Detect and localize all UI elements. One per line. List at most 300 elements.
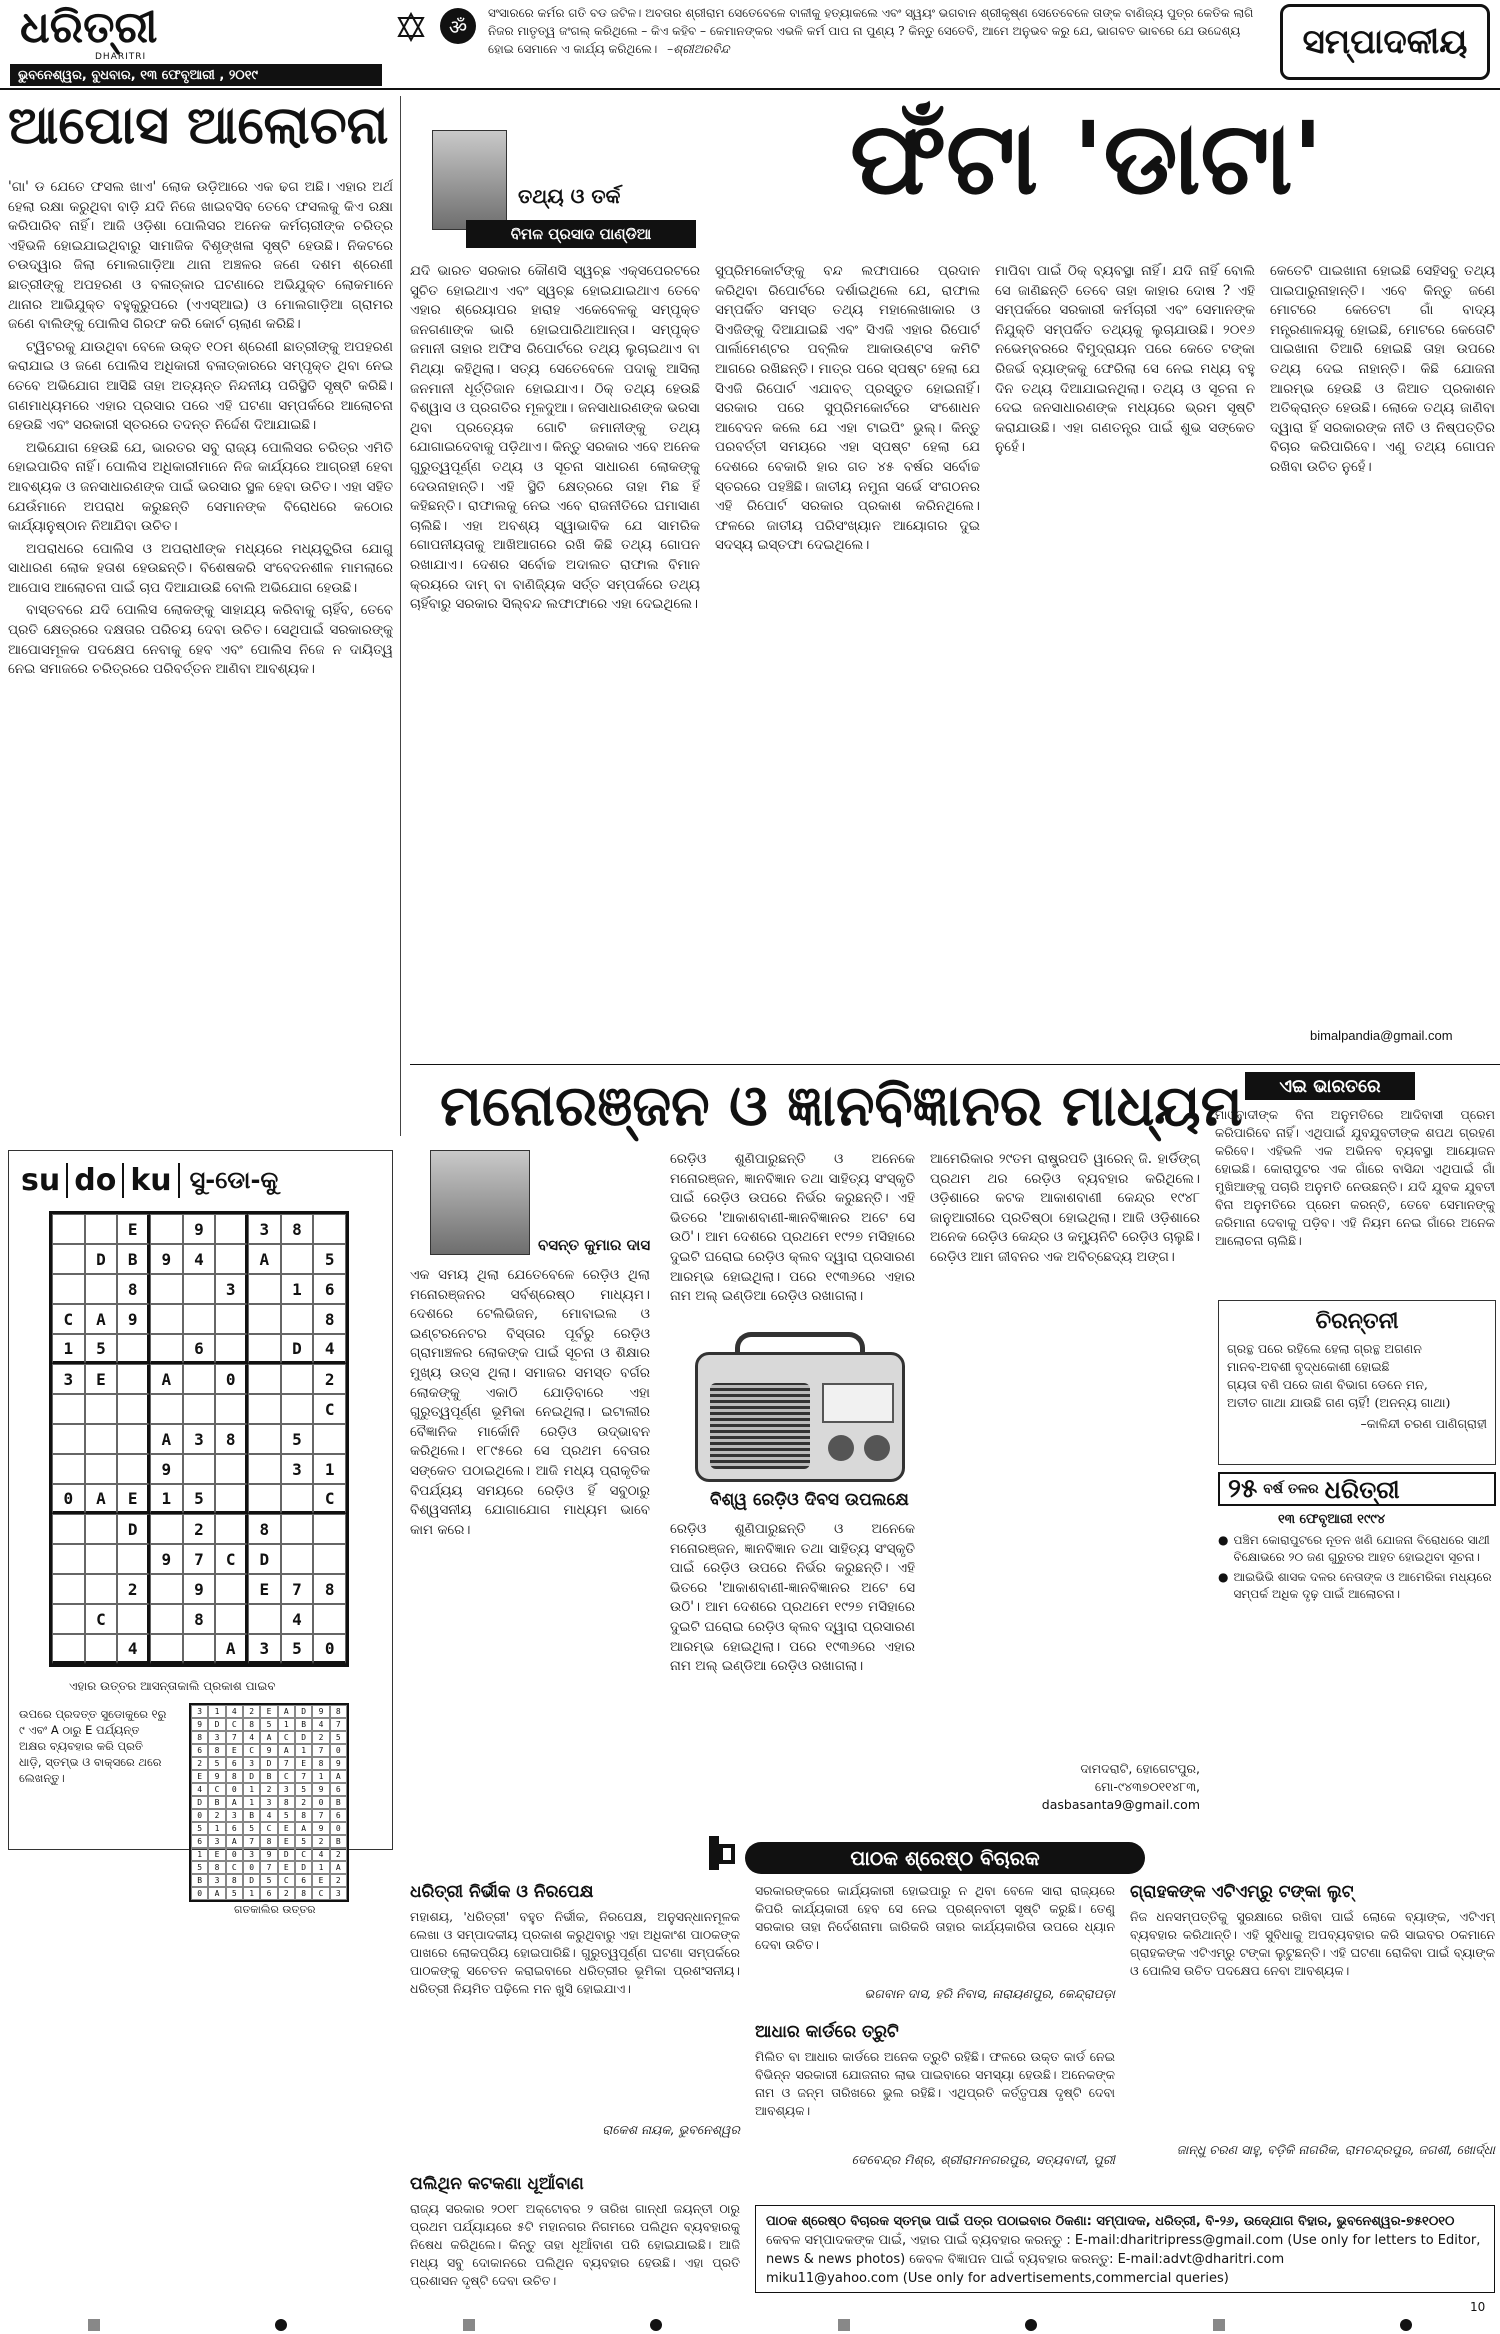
solution-cell: D — [295, 1731, 312, 1744]
sudoku-cell[interactable] — [117, 1424, 150, 1454]
sudoku-cell[interactable]: 5 — [183, 1484, 216, 1514]
editorial-body — [8, 178, 393, 1138]
sudoku-cell[interactable] — [248, 1364, 281, 1394]
solution-cell: 7 — [260, 1861, 277, 1874]
sudoku-cell[interactable]: 8 — [117, 1274, 150, 1304]
letter-item — [410, 1882, 740, 2172]
sudoku-cell[interactable] — [183, 1274, 216, 1304]
footer-line[interactable]: news & news photos) କେବଳ ବିଜ୍ଞାପନ ପାଇଁ ବ୍ୟବହାର କରନ୍ତୁ: E-mail:advt@dharitri.com — [766, 2252, 1285, 2267]
sudoku-cell[interactable] — [150, 1574, 183, 1604]
solution-cell: A — [278, 1744, 295, 1757]
solution-cell: 7 — [330, 1718, 347, 1731]
solution-cell: A — [260, 1731, 277, 1744]
sudoku-cell[interactable]: C — [215, 1544, 248, 1574]
feature-col-2: ରେଡ଼ିଓ ଶୁଣିପାରୁଛନ୍ତି ଓ ଅନେକେ ମନୋରଞ୍ଜନ, ଜ୍ଞାନବିଜ୍ଞାନ ତଥା ସାହିତ୍ୟ ସଂସ୍କୃତି ପାଇଁ ରେଡ଼ିଓ ଉପରେ ନିର୍ଭର କରୁଛନ୍ତି। ଏହି ଭିତରେ 'ଆକାଶବାଣୀ-ଜ୍ଞାନବିଜ୍ଞାନର ଅଟେ ସେ ଉଠି'। ଆମ ଦେଶରେ ପ୍ରଥମେ ୧୯୨୭ ମସିହାରେ ଦୁଇଟି ଘରୋଇ ରେଡ଼ିଓ କ୍ଲବ ଦ୍ୱାରା ପ୍ରସାରଣ ଆରମ୍ଭ ହୋଇଥିଲା। ପରେ ୧୯୩୬ରେ ଏହାର ନାମ ଅଲ୍ ଇଣ୍ଡିଆ ରେଡ଼ିଓ ରଖାଗଲା। — [670, 1151, 915, 1305]
letters-banner-title: ପାଠକ ଶ୍ରେଷ୍ଠ ବିଚାରକ — [850, 1846, 1040, 1870]
opinion-col-3: ମାପିବା ପାଇଁ ଠିକ୍ ବ୍ୟବସ୍ଥା ନାହିଁ। ଯଦି ନାହିଁ ବୋଲି ସେ ଜାଣିଛନ୍ତି ତେବେ ତାହା କାହାର ଦୋଷ ? ଏହି ସମ୍ପର୍କରେ ସରକାରୀ କର୍ମଚାରୀ ଏବଂ ସେମାନଙ୍କ ନିଯୁକ୍ତି ସମ୍ପର୍କିତ ତଥ୍ୟକୁ ଲୁଚାଯାଉଛି। ୨୦୧୬ ନଭେମ୍ବରରେ ବିମୁଦ୍ରାୟନ ପରେ କେତେ ଟଙ୍କା ରିଜର୍ଭ ବ୍ୟାଙ୍କକୁ ଫେରିଲା ସେ ନେଇ ମଧ୍ୟ ବହୁ ଦିନ ତଥ୍ୟ ଦିଆଯାଇନଥିଲା। ତଥ୍ୟ ଓ ସୂଚନା ନ ଦେଇ ଜନସାଧାରଣଙ୍କ ମଧ୍ୟରେ ଭ୍ରମ ସୃଷ୍ଟି କରାଯାଉଛି। ଏହା ଗଣତନ୍ତ୍ର ପାଇଁ ଶୁଭ ସଙ୍କେତ ନୁହେଁ। — [995, 263, 1255, 456]
letter-body: ମହାଶୟ, 'ଧରିତ୍ରୀ' ବହୁତ ନିର୍ଭୀକ, ନିରପେକ୍ଷ, ଅନୁସନ୍ଧାନମୂଳକ ଲେଖା ଓ ସମ୍ପାଦକୀୟ ପ୍ରକାଶ କରୁଥିବାରୁ ଏହା ଅଧିକାଂଶ ପାଠକଙ୍କ ପାଖରେ ଲୋକପ୍ରିୟ ହୋଇପାରିଛି। ଗୁରୁତ୍ୱପୂର୍ଣ୍ଣ ଘଟଣା ସମ୍ପର୍କରେ ପାଠକଙ୍କୁ ସଚେତନ କରାଇବାରେ ଧରିତ୍ରୀର ଭୂମିକା ପ୍ରଶଂସନୀୟ। ଧରିତ୍ରୀ ନିୟମିତ ପଢ଼ିଲେ ମନ ଖୁସି ହୋଇଯାଏ। — [410, 1909, 740, 1996]
sudoku-cell[interactable]: 9 — [150, 1454, 183, 1484]
solution-cell: 6 — [226, 1757, 243, 1770]
sudoku-cell[interactable] — [281, 1544, 314, 1574]
sudoku-cell[interactable] — [52, 1544, 85, 1574]
letter-item — [1130, 1882, 1495, 2182]
sudoku-cell[interactable] — [215, 1514, 248, 1544]
sudoku-cell[interactable] — [313, 1544, 346, 1574]
sudoku-cell[interactable] — [52, 1214, 85, 1244]
sudoku-cell[interactable] — [215, 1394, 248, 1424]
sudoku-cell[interactable]: 8 — [183, 1604, 216, 1634]
letter-item — [410, 2174, 740, 2324]
sudoku-cell[interactable] — [150, 1274, 183, 1304]
sudoku-cell[interactable]: 1 — [150, 1484, 183, 1514]
solution-cell: C — [278, 1874, 295, 1887]
sudoku-cell[interactable] — [248, 1394, 281, 1424]
sudoku-cell[interactable] — [215, 1214, 248, 1244]
sudoku-cell[interactable]: 3 — [215, 1274, 248, 1304]
chirantani — [1218, 1300, 1496, 1465]
sudoku-cell[interactable] — [215, 1484, 248, 1514]
radio-body — [695, 1352, 905, 1482]
sudoku-cell[interactable] — [313, 1604, 346, 1634]
sudoku-cell[interactable] — [183, 1304, 216, 1334]
sudoku-cell[interactable] — [281, 1304, 314, 1334]
sudoku-cell[interactable] — [248, 1334, 281, 1364]
opinion-email[interactable]: bimalpandia@gmail.com — [1310, 1028, 1453, 1043]
feature-col-1: ଏକ ସମୟ ଥିଲା ଯେତେବେଳେ ରେଡ଼ିଓ ଥିଲା ମନୋରଞ୍ଜନର ସର୍ବଶ୍ରେଷ୍ଠ ମାଧ୍ୟମ। ଦେଶରେ ଟେଲିଭିଜନ, ମୋବାଇଲ ଓ ଇଣ୍ଟରନେଟର ବିସ୍ତାର ପୂର୍ବରୁ ରେଡ଼ିଓ ଗ୍ରାମାଞ୍ଚଳର ଲୋକଙ୍କ ପାଇଁ ସୂଚନା ଓ ଶିକ୍ଷାର ମୁଖ୍ୟ ଉତ୍ସ ଥିଲା। ସମାଜର ସମସ୍ତ ବର୍ଗର ଲୋକଙ୍କୁ ଏକାଠି ଯୋଡ଼ିବାରେ ଏହା ଗୁରୁତ୍ୱପୂର୍ଣ୍ଣ ଭୂମିକା ନେଇଥିଲା। ଇଟାଲୀର ବୈଜ୍ଞାନିକ ମାର୍କୋନି ରେଡ଼ିଓ ଉଦ୍ଭାବନ କରିଥିଲେ। ୧୮୯୫ରେ ସେ ପ୍ରଥମ ବେତାର ସଙ୍କେତ ପଠାଇଥିଲେ। ଆଜି ମଧ୍ୟ ପ୍ରାକୃତିକ ବିପର୍ଯ୍ୟୟ ସମୟରେ ରେଡ଼ିଓ ହିଁ ସବୁଠାରୁ ବିଶ୍ୱସନୀୟ ଯୋଗାଯୋଗ ମାଧ୍ୟମ ଭାବେ କାମ କରେ। — [410, 1267, 650, 1538]
sudoku-cell[interactable] — [52, 1574, 85, 1604]
sudoku-cell[interactable]: 0 — [52, 1484, 85, 1514]
sudoku-answer-note: ଏହାର ଉତ୍ତର ଆସନ୍ତାକାଲି ପ୍ରକାଶ ପାଇବ — [69, 1679, 276, 1693]
sudoku-cell[interactable] — [52, 1274, 85, 1304]
solution-cell: 9 — [208, 1770, 225, 1783]
solution-cell: C — [278, 1731, 295, 1744]
opinion-headline: ଫଁଟା 'ଡାଟା' — [850, 100, 1324, 217]
sudoku-cell[interactable] — [85, 1454, 118, 1484]
solution-cell: D — [243, 1874, 260, 1887]
sudoku-cell[interactable] — [248, 1604, 281, 1634]
solution-cell: A — [226, 1796, 243, 1809]
sudoku-cell[interactable] — [183, 1634, 216, 1664]
solution-cell: 8 — [295, 1809, 312, 1822]
sudoku-cell[interactable]: D — [248, 1544, 281, 1574]
sudoku-cell[interactable]: 3 — [281, 1454, 314, 1484]
sudoku-cell[interactable]: 0 — [215, 1364, 248, 1394]
sudoku-cell[interactable]: A — [248, 1244, 281, 1274]
opinion-col-4: କେତେଟି ପାଇଖାନା ହୋଇଛି ସେହିସବୁ ତଥ୍ୟ ପାଇପାରୁନାହାନ୍ତି। ଏବେ କିନ୍ତୁ ଜଣେ ମୋଟରେ କେତେଟା ଗାଁ ବାଦ୍ୟ ମନ୍ତ୍ରଣାଳୟକୁ ହୋଇଛି, ମୋଟରେ କେତୋଟି ପାଇଖାନା ତିଆରି ହୋଇଛି ତାହା ଉପରେ ତଥ୍ୟ ଦେଇ ନାହାନ୍ତି। କିଛି ଯୋଜନା ଆରମ୍ଭ ହେଉଛି ଓ ଜିଆତ ପ୍ରକାଶନ ଅତିକ୍ରାନ୍ତ ହେଉଛି। ଲୋକେ ତଥ୍ୟ ଜାଣିବା ଦ୍ୱାରା ହିଁ ସରକାରଙ୍କ ନୀତି ଓ ନିଷ୍ପତ୍ତିର ବିଚାର କରିପାରିବେ। ଏଣୁ ତଥ୍ୟ ଗୋପନ ରଖିବା ଉଚିତ ନୁହେଁ। — [1270, 263, 1495, 475]
solution-cell: 6 — [191, 1744, 208, 1757]
years-25-item-text: ପଞ୍ଚିମ କୋରାପୁଟରେ ନୂତନ ଖଣି ଯୋଜନା ବିରୋଧରେ ସାଥୀ ବିକ୍ଷୋଭରେ ୨୦ ଜଣ ଗୁରୁତର ଆହତ ହୋଇଥିବା ସୂଚନା। — [1233, 1533, 1490, 1564]
solution-cell: E — [278, 1835, 295, 1848]
sudoku-cell[interactable]: 2 — [183, 1514, 216, 1544]
dateline-text: ଭୁବନେଶ୍ୱର, ବୁଧବାର, ୧୩ ଫେବୃଆରୀ , ୨୦୧୯ — [18, 67, 258, 83]
sudoku-cell[interactable]: A — [85, 1304, 118, 1334]
sudoku-cell[interactable] — [215, 1574, 248, 1604]
solution-cell: D — [295, 1861, 312, 1874]
solution-cell: 3 — [243, 1848, 260, 1861]
solution-cell: 7 — [226, 1731, 243, 1744]
opinion-author-banner — [466, 220, 696, 248]
section-title — [1280, 4, 1490, 80]
solution-cell: D — [191, 1796, 208, 1809]
sudoku-cell[interactable] — [85, 1514, 118, 1544]
sudoku-cell[interactable] — [215, 1604, 248, 1634]
solution-cell: C — [278, 1770, 295, 1783]
solution-cell: A — [278, 1705, 295, 1718]
solution-cell: 7 — [278, 1757, 295, 1770]
sudoku-cell[interactable]: A — [150, 1424, 183, 1454]
sudoku-cell[interactable] — [150, 1604, 183, 1634]
sudoku-cell[interactable]: C — [313, 1484, 346, 1514]
sudoku-title — [15, 1159, 385, 1201]
reg-mark-icon — [88, 2319, 100, 2331]
editorial — [8, 96, 393, 1141]
sudoku-cell[interactable] — [281, 1484, 314, 1514]
sudoku-cell[interactable]: C — [52, 1304, 85, 1334]
sudoku-cell[interactable] — [281, 1244, 314, 1274]
sudoku — [8, 1150, 393, 1916]
solution-cell: 3 — [260, 1796, 277, 1809]
solution-cell: C — [226, 1718, 243, 1731]
sudoku-cell[interactable] — [85, 1544, 118, 1574]
footer-line: ପାଠକ ଶ୍ରେଷ୍ଠ ବିଚାରକ ସ୍ତମ୍ଭ ପାଇଁ ପତ୍ର ପଠାଇବାର ଠିକଣା: ସମ୍ପାଦକ, ଧରିତ୍ରୀ, ବି-୨୬, ଉଦ୍ଯୋଗ ବିହାର, ଭୁବନେଶ୍ୱର-୭୫୧୦୧୦ — [766, 2214, 1455, 2229]
sudoku-cell[interactable]: 3 — [183, 1424, 216, 1454]
sudoku-cell[interactable]: 8 — [248, 1514, 281, 1544]
sudoku-cell[interactable]: A — [215, 1634, 248, 1664]
solution-cell: 1 — [243, 1887, 260, 1900]
sudoku-cell[interactable]: 9 — [150, 1244, 183, 1274]
letter-body: ରାଜ୍ୟ ସରକାର ୨୦୧୮ ଅକ୍ଟୋବର ୨ ତାରିଖ ଗାନ୍ଧୀ ଜୟନ୍ତୀ ଠାରୁ ପ୍ରଥମ ପର୍ଯ୍ୟାୟରେ ୫ଟି ମହାନଗର ନିଗମରେ ପଲିଥିନ ବ୍ୟବହାରକୁ ନିଷେଧ କରିଥିଲେ। କିନ୍ତୁ ତାହା ଧୂଆଁବାଣ ପରି ହୋଇଯାଇଛି। ଆଜି ମଧ୍ୟ ସବୁ ଦୋକାନରେ ପଲିଥିନ ବ୍ୟବହାର ହେଉଛି। ଏହା ପ୍ରତି ପ୍ରଶାସନ ଦୃଷ୍ଟି ଦେବା ଉଚିତ। — [410, 2201, 740, 2288]
chirantani-title: ଚିରନ୍ତନୀ — [1315, 1309, 1399, 1334]
letter-signature: ଭଗବାନ ଦାସ, ହରି ନିବାସ, ନାରାୟଣପୁର, କେନ୍ଦ୍ରାପଡ଼ା — [864, 1986, 1115, 2001]
radio-knob — [828, 1435, 854, 1461]
sudoku-cell[interactable] — [85, 1634, 118, 1664]
solution-cell: B — [295, 1718, 312, 1731]
solution-cell: 0 — [226, 1848, 243, 1861]
editorial-headline: ଆପୋସ ଆଲୋଚନା — [8, 96, 389, 156]
sudoku-cell[interactable] — [52, 1604, 85, 1634]
solution-cell: 4 — [312, 1718, 329, 1731]
sudoku-cell[interactable] — [117, 1394, 150, 1424]
sudoku-cell[interactable]: 8 — [313, 1304, 346, 1334]
sudoku-cell[interactable]: 4 — [117, 1634, 150, 1664]
sudoku-cell[interactable] — [85, 1394, 118, 1424]
sudoku-cell[interactable] — [150, 1514, 183, 1544]
sudoku-cell[interactable]: 8 — [281, 1214, 314, 1244]
solution-cell: A — [226, 1835, 243, 1848]
solution-cell: 5 — [191, 1822, 208, 1835]
sudoku-cell[interactable] — [215, 1334, 248, 1364]
solution-cell: 5 — [295, 1835, 312, 1848]
sudoku-cell[interactable] — [117, 1334, 150, 1364]
footer-line[interactable]: miku11@yahoo.com (Use only for advertisements,commercial queries) — [766, 2271, 1229, 2286]
sudoku-instructions: ଉପରେ ପ୍ରଦତ୍ତ ସୁଡୋକୁରେ ୧ରୁ ୯ ଏବଂ A ଠାରୁ E ପର୍ଯ୍ୟନ୍ତ ଅକ୍ଷର ବ୍ୟବହାର କରି ପ୍ରତି ଧାଡ଼ି, ସ୍ତମ୍ଭ ଓ ବାକ୍ସରେ ଥରେ ଲେଖନ୍ତୁ। — [19, 1707, 167, 1785]
sudoku-cell[interactable] — [52, 1514, 85, 1544]
sudoku-cell[interactable]: 0 — [313, 1634, 346, 1664]
sudoku-cell[interactable]: 3 — [248, 1634, 281, 1664]
solution-cell: E — [312, 1874, 329, 1887]
feature-col-2b: ରେଡ଼ିଓ ଶୁଣିପାରୁଛନ୍ତି ଓ ଅନେକେ ମନୋରଞ୍ଜନ, ଜ୍ଞାନବିଜ୍ଞାନ ତଥା ସାହିତ୍ୟ ସଂସ୍କୃତି ପାଇଁ ରେଡ଼ିଓ ଉପରେ ନିର୍ଭର କରୁଛନ୍ତି। ଏହି ଭିତରେ 'ଆକାଶବାଣୀ-ଜ୍ଞାନବିଜ୍ଞାନର ଅଟେ ସେ ଉଠି'। ଆମ ଦେଶରେ ପ୍ରଥମେ ୧୯୨୭ ମସିହାରେ ଦୁଇଟି ଘରୋଇ ରେଡ଼ିଓ କ୍ଲବ ଦ୍ୱାରା ପ୍ରସାରଣ ଆରମ୍ଭ ହୋଇଥିଲା। ପରେ ୧୯୩୬ରେ ଏହାର ନାମ ଅଲ୍ ଇଣ୍ଡିଆ ରେଡ଼ିଓ ରଖାଗଲା। — [670, 1521, 915, 1675]
sudoku-cell[interactable] — [85, 1424, 118, 1454]
sudoku-cell[interactable]: D — [85, 1244, 118, 1274]
sudoku-cell[interactable]: D — [117, 1514, 150, 1544]
solution-cell: D — [243, 1770, 260, 1783]
sudoku-cell[interactable] — [313, 1514, 346, 1544]
opinion — [410, 96, 1500, 1061]
sudoku-cell[interactable] — [248, 1454, 281, 1484]
feature-caption: ବିଶ୍ୱ ରେଡ଼ିଓ ଦିବସ ଉପଲକ୍ଷେ — [710, 1490, 909, 1510]
editorial-para: ଟ୍ୱିଟରକୁ ଯାଉଥିବା ବେଳେ ଉକ୍ତ ୧୦ମ ଶ୍ରେଣୀ ଛାତ୍ରୀଙ୍କୁ ଅପହରଣ କରାଯାଇ ଓ ଜଣେ ପୋଲିସ ଅଧିକାରୀ ବଳାତ୍କାରରେ ସମ୍ପୃକ୍ତ ଥିବା ନେଇ ତେବେ ଅଭିଯୋଗ ଆସିଛି ତାହା ଅତ୍ୟନ୍ତ ନିନ୍ଦନୀୟ ପରିସ୍ଥିତି ସୃଷ୍ଟି କରିଛି। ଗଣମାଧ୍ୟମରେ ଏହାର ପ୍ରସାର ପରେ ଏହି ଘଟଣା ସମ୍ପର୍କରେ ଆଲୋଚନା ହେଉଛି ଏବଂ ସରକାରୀ ସ୍ତରରେ ତଦନ୍ତ ନିର୍ଦ୍ଦେଶ ଦିଆଯାଇଛି। — [8, 338, 393, 434]
sudoku-cell[interactable]: E — [85, 1364, 118, 1394]
sudoku-cell[interactable]: A — [85, 1484, 118, 1514]
solution-cell: 0 — [243, 1861, 260, 1874]
sudoku-cell[interactable]: 2 — [117, 1574, 150, 1604]
sudoku-title-part: do — [68, 1163, 124, 1198]
solution-cell: 5 — [278, 1809, 295, 1822]
sudoku-cell[interactable]: 1 — [281, 1274, 314, 1304]
ei-bharatare-banner — [1245, 1072, 1415, 1100]
solution-cell: 2 — [260, 1783, 277, 1796]
sudoku-solution-grid — [189, 1703, 349, 1902]
solution-cell: C — [312, 1887, 329, 1900]
masthead-rule — [0, 88, 1500, 90]
sudoku-cell[interactable] — [52, 1244, 85, 1274]
solution-cell: 8 — [208, 1744, 225, 1757]
sudoku-cell[interactable] — [248, 1424, 281, 1454]
star-emblem-icon — [396, 12, 426, 42]
bullet-icon: ● — [1218, 1570, 1229, 1584]
solution-cell: B — [330, 1835, 347, 1848]
sudoku-cell[interactable]: 3 — [52, 1364, 85, 1394]
sudoku-cell[interactable] — [215, 1304, 248, 1334]
sudoku-cell[interactable] — [150, 1634, 183, 1664]
sudoku-cell[interactable]: 3 — [248, 1214, 281, 1244]
sudoku-cell[interactable] — [248, 1484, 281, 1514]
editorial-para: ଅପରାଧରେ ପୋଲିସ ଓ ଅପରାଧୀଙ୍କ ମଧ୍ୟରେ ମଧ୍ୟଚ୍ଛ୍ରିତା ଯୋଗୁ ସାଧାରଣ ଲୋକ ହତାଶ ହେଉଛନ୍ତି। ବିଶେଷକରି ସଂବେଦନଶୀଳ ମାମଲାରେ ଆପୋସ ଆଲୋଚନା ପାଇଁ ଚାପ ଦିଆଯାଉଛି ବୋଲି ଅଭିଯୋଗ ହେଉଛି। — [8, 540, 393, 596]
letter-title: ଆଧାର କାର୍ଡରେ ତ୍ରୁଟି — [755, 2022, 899, 2042]
solution-cell: D — [260, 1757, 277, 1770]
solution-cell: 4 — [312, 1848, 329, 1861]
sudoku-cell[interactable]: A — [150, 1364, 183, 1394]
sudoku-title-part: ku — [124, 1163, 179, 1198]
sudoku-cell[interactable]: 9 — [150, 1544, 183, 1574]
reg-mark-icon — [1400, 2319, 1412, 2331]
sudoku-cell[interactable]: E — [117, 1214, 150, 1244]
quote-text: ସଂସାରରେ କର୍ମର ଗତି ବଡ ଜଟିଳ। ଅବତାର ଶ୍ରୀରାମ ସେତେବେଳେ ବାଳୀକୁ ହତ୍ୟାକଲେ ଏବଂ ସ୍ୱୟଂ ଭଗବାନ ଶ୍ରୀକୃଷ୍ଣ ସେତେବେଳେ ତାଙ୍କ ବାଣିଜ୍ୟ ପୁତ୍ର କେତିକ ଲାଗି ନିଜର ମାତୃତ୍ୱ ଜଂଗଲ୍ କରିଥିଲେ – କିଏ କହିବ – କେମାନଙ୍କର ଏଭଳି କର୍ମ ପାପ ନା ପୁଣ୍ୟ ? କିନ୍ତୁ ସେତେବି, ଆମେ ଅନୁଭବ କରୁ ଯେ, ଭାଗବତ ଭାବରେ ଯେ ଉଦ୍ଦେଶ୍ୟ ହୋଇ ସେମାନେ ଏ କାର୍ଯ୍ୟ କରିଥିଲେ। — [488, 6, 1254, 56]
radio-handle — [735, 1332, 865, 1354]
solution-cell: 5 — [226, 1887, 243, 1900]
sudoku-cell[interactable]: 9 — [117, 1304, 150, 1334]
feature-headline: ମନୋରଞ୍ଜନ ଓ ଜ୍ଞାନବିଜ୍ଞାନର ମାଧ୍ୟମ — [440, 1074, 1243, 1139]
solution-cell: A — [295, 1822, 312, 1835]
logo-text: ଧରିତ୍ରୀ — [20, 2, 158, 53]
solution-cell: 2 — [312, 1835, 329, 1848]
masthead — [0, 0, 1500, 86]
sudoku-cell[interactable]: 7 — [183, 1544, 216, 1574]
editorial-para: ଅଭିଯୋଗ ହେଉଛି ଯେ, ଭାରତର ସବୁ ରାଜ୍ୟ ପୋଲିସର ଚରିତ୍ର ଏମିତି ହୋଇପାରିବ ନାହିଁ। ପୋଲିସ ଅଧିକାରୀମାନେ ନିଜ କାର୍ଯ୍ୟରେ ଆଗ୍ରହୀ ହେବା ଆବଶ୍ୟକ ଓ ଜନସାଧାରଣଙ୍କ ପାଇଁ ଭରସାର ସ୍ଥଳ ହେବା ଉଚିତ। ଏହା ସହିତ ଯେଉଁମାନେ ଅପରାଧ କରୁଛନ୍ତି ସେମାନଙ୍କ ବିରୋଧରେ କଠୋର କାର୍ଯ୍ୟାନୁଷ୍ଠାନ ନିଆଯିବା ଉଚିତ। — [8, 439, 393, 535]
sudoku-cell[interactable]: 8 — [313, 1574, 346, 1604]
solution-cell: 0 — [191, 1887, 208, 1900]
sudoku-cell[interactable]: 1 — [52, 1334, 85, 1364]
sudoku-cell[interactable] — [183, 1364, 216, 1394]
solution-cell: 3 — [208, 1731, 225, 1744]
feature-author-photo — [430, 1150, 530, 1255]
sudoku-cell[interactable] — [117, 1544, 150, 1574]
sudoku-cell[interactable]: 5 — [281, 1424, 314, 1454]
sudoku-cell[interactable]: 9 — [183, 1214, 216, 1244]
solution-cell: 3 — [208, 1835, 225, 1848]
column-divider — [400, 96, 401, 1136]
solution-cell: 8 — [226, 1874, 243, 1887]
sudoku-cell[interactable]: C — [85, 1604, 118, 1634]
solution-cell: 5 — [243, 1822, 260, 1835]
solution-cell: 8 — [330, 1705, 347, 1718]
solution-cell: 2 — [295, 1796, 312, 1809]
letter-title: ଧରିତ୍ରୀ ନିର୍ଭୀକ ଓ ନିରପେକ୍ଷ — [410, 1882, 594, 1902]
sudoku-cell[interactable]: 8 — [215, 1424, 248, 1454]
sudoku-cell[interactable]: 2 — [313, 1364, 346, 1394]
solution-cell: 5 — [260, 1874, 277, 1887]
years-25-badge — [1218, 1472, 1496, 1506]
solution-cell: A — [208, 1887, 225, 1900]
sudoku-cell[interactable]: E — [117, 1484, 150, 1514]
sudoku-solution-caption: ଗତକାଲିର ଉତ୍ତର — [234, 1903, 316, 1916]
solution-cell: 7 — [312, 1809, 329, 1822]
solution-cell: 9 — [312, 1822, 329, 1835]
letters-banner-box — [745, 1842, 1145, 1874]
reg-mark-icon — [463, 2319, 475, 2331]
sudoku-cell[interactable] — [248, 1304, 281, 1334]
footer-line[interactable]: କେବଳ ସମ୍ପାଦକଙ୍କ ପାଇଁ, ଏହାର ପାଇଁ ବ୍ୟବହାର କରନ୍ତୁ : E-mail:dharitripress@gmail.com (Use only for letters to Editor, — [766, 2233, 1481, 2248]
solution-cell: 0 — [226, 1783, 243, 1796]
solution-cell: 4 — [260, 1809, 277, 1822]
solution-cell: 0 — [330, 1744, 347, 1757]
years-25-item-text: ଆଇଭିଭି ଶାସକ ଦଳର ନେତାଙ୍କ ଓ ଆମେରିକା ମଧ୍ୟରେ ସମ୍ପର୍କ ଅଧିକ ଦୃଢ଼ ପାଇଁ ଆଲୋଚନା। — [1233, 1570, 1492, 1601]
sudoku-cell[interactable]: B — [117, 1244, 150, 1274]
solution-cell: B — [191, 1874, 208, 1887]
sudoku-cell[interactable]: 7 — [281, 1574, 314, 1604]
solution-cell: 8 — [278, 1796, 295, 1809]
sudoku-cell[interactable] — [183, 1454, 216, 1484]
reg-mark-icon — [1213, 2319, 1225, 2331]
sudoku-cell[interactable] — [85, 1574, 118, 1604]
chirantani-text: ଗ୍ରନ୍ଥ ପରେ ରହିଲେ ହେଲା ଗ୍ରନ୍ଥ ଅଗଣନ ମାନବ-ଅବଶୀ ବୃଦ୍ଧକୋଶୀ ହୋଇଛି ଗ୍ୟତା ବଣି ପରେ ଜାଣ ବିଭାଗ ଡେନେ ମନ, ଅତୀତ ଗାଥା ଯାଉଛି ଗଣ ଚାହିଁ! (ଅନନ୍ୟ ଗାଥା) — [1227, 1341, 1451, 1410]
letter-signature: ଦେବେନ୍ଦ୍ର ମିଶ୍ର, ଶ୍ରୀରାମନଗରପୁର, ସତ୍ୟବାଦୀ, ପୁରୀ — [851, 2152, 1115, 2167]
sudoku-cell[interactable] — [215, 1244, 248, 1274]
solution-cell: 5 — [208, 1757, 225, 1770]
radio-speaker — [710, 1383, 810, 1469]
sudoku-cell[interactable] — [52, 1394, 85, 1424]
sudoku-cell[interactable] — [313, 1424, 346, 1454]
page-number: 10 — [1470, 2300, 1486, 2314]
sudoku-grid[interactable] — [49, 1211, 349, 1667]
reg-mark-icon — [275, 2319, 287, 2331]
sudoku-cell[interactable]: 4 — [313, 1334, 346, 1364]
sudoku-cell[interactable]: E — [248, 1574, 281, 1604]
sudoku-cell[interactable] — [215, 1454, 248, 1484]
solution-cell: 6 — [226, 1822, 243, 1835]
author-photo — [432, 130, 507, 230]
reg-mark-icon — [838, 2319, 850, 2331]
sudoku-cell[interactable] — [150, 1334, 183, 1364]
sudoku-cell[interactable] — [281, 1394, 314, 1424]
quote-author: –ଶ୍ରୀଅରବିନ୍ଦ — [667, 42, 730, 56]
solution-cell: 5 — [260, 1718, 277, 1731]
solution-cell: 1 — [295, 1744, 312, 1757]
sudoku-cell[interactable]: 4 — [183, 1244, 216, 1274]
sudoku-cell[interactable] — [150, 1394, 183, 1424]
solution-cell: 9 — [260, 1848, 277, 1861]
solution-cell: 2 — [208, 1809, 225, 1822]
ei-bharatare-title: ଏଇ ଭାରତରେ — [1279, 1075, 1381, 1097]
sudoku-cell[interactable] — [117, 1454, 150, 1484]
sudoku-cell[interactable] — [85, 1214, 118, 1244]
sudoku-cell[interactable] — [248, 1274, 281, 1304]
solution-cell: 7 — [243, 1835, 260, 1848]
solution-cell: 3 — [278, 1783, 295, 1796]
sudoku-cell[interactable] — [117, 1364, 150, 1394]
solution-cell: 2 — [330, 1848, 347, 1861]
sudoku-cell[interactable] — [52, 1634, 85, 1664]
solution-cell: 6 — [330, 1783, 347, 1796]
years-25-label: ବର୍ଷ ତଳର — [1263, 1481, 1319, 1497]
sudoku-cell[interactable] — [313, 1214, 346, 1244]
sudoku-cell[interactable]: 1 — [313, 1454, 346, 1484]
section-title-text: ସମ୍ପାଦକୀୟ — [1302, 22, 1468, 62]
sudoku-cell[interactable] — [52, 1454, 85, 1484]
letter-body: ମିଲିତ ବା ଆଧାର କାର୍ଡରେ ଅନେକ ତ୍ରୁଟି ରହିଛି। ଫଳରେ ଉକ୍ତ କାର୍ଡ ନେଇ ବିଭିନ୍ନ ସରକାରୀ ଯୋଜନାର ଲାଭ ପାଇବାରେ ସମସ୍ୟା ହେଉଛି। ଅନେକଙ୍କ ନାମ ଓ ଜନ୍ମ ତାରିଖରେ ଭୁଲ ରହିଛି। ଏଥିପ୍ରତି କର୍ତ୍ତୃପକ୍ଷ ଦୃଷ୍ଟି ଦେବା ଆବଶ୍ୟକ। — [755, 2049, 1115, 2118]
sudoku-cell[interactable]: 5 — [281, 1634, 314, 1664]
ei-bharatare — [1215, 1072, 1495, 1292]
sudoku-cell[interactable] — [281, 1364, 314, 1394]
solution-cell: 3 — [330, 1887, 347, 1900]
solution-cell: 2 — [191, 1757, 208, 1770]
registration-marks — [0, 2318, 1500, 2332]
solution-cell: 5 — [191, 1861, 208, 1874]
sudoku-cell[interactable] — [85, 1274, 118, 1304]
column-name: ତଥ୍ୟ ଓ ତର୍କ — [518, 184, 621, 208]
sudoku-cell[interactable]: 9 — [183, 1574, 216, 1604]
sudoku-cell[interactable] — [150, 1214, 183, 1244]
sudoku-title-odia: ସୁ-ଡୋ-କୁ — [189, 1166, 279, 1194]
footer-address-box — [755, 2205, 1495, 2293]
sudoku-cell[interactable]: 5 — [313, 1244, 346, 1274]
solution-cell: 4 — [243, 1731, 260, 1744]
solution-cell: E — [278, 1822, 295, 1835]
sudoku-cell[interactable] — [52, 1424, 85, 1454]
sudoku-cell[interactable] — [183, 1394, 216, 1424]
sudoku-cell[interactable]: 6 — [313, 1274, 346, 1304]
solution-cell: 7 — [312, 1744, 329, 1757]
solution-cell: 8 — [260, 1835, 277, 1848]
opinion-bottom-rule — [410, 1064, 1500, 1065]
sudoku-cell[interactable] — [281, 1514, 314, 1544]
solution-cell: 9 — [312, 1705, 329, 1718]
sudoku-cell[interactable]: 4 — [281, 1604, 314, 1634]
sudoku-cell[interactable]: 5 — [85, 1334, 118, 1364]
solution-cell: 1 — [208, 1705, 225, 1718]
solution-cell: E — [226, 1744, 243, 1757]
solution-cell: C — [243, 1744, 260, 1757]
sudoku-cell[interactable]: C — [313, 1394, 346, 1424]
solution-cell: D — [295, 1705, 312, 1718]
sudoku-cell[interactable]: D — [281, 1334, 314, 1364]
sudoku-cell[interactable] — [117, 1604, 150, 1634]
solution-cell: 8 — [226, 1770, 243, 1783]
solution-cell: 3 — [226, 1809, 243, 1822]
sudoku-cell[interactable] — [150, 1304, 183, 1334]
sudoku-cell[interactable]: 6 — [183, 1334, 216, 1364]
pen-icon — [705, 1834, 739, 1874]
